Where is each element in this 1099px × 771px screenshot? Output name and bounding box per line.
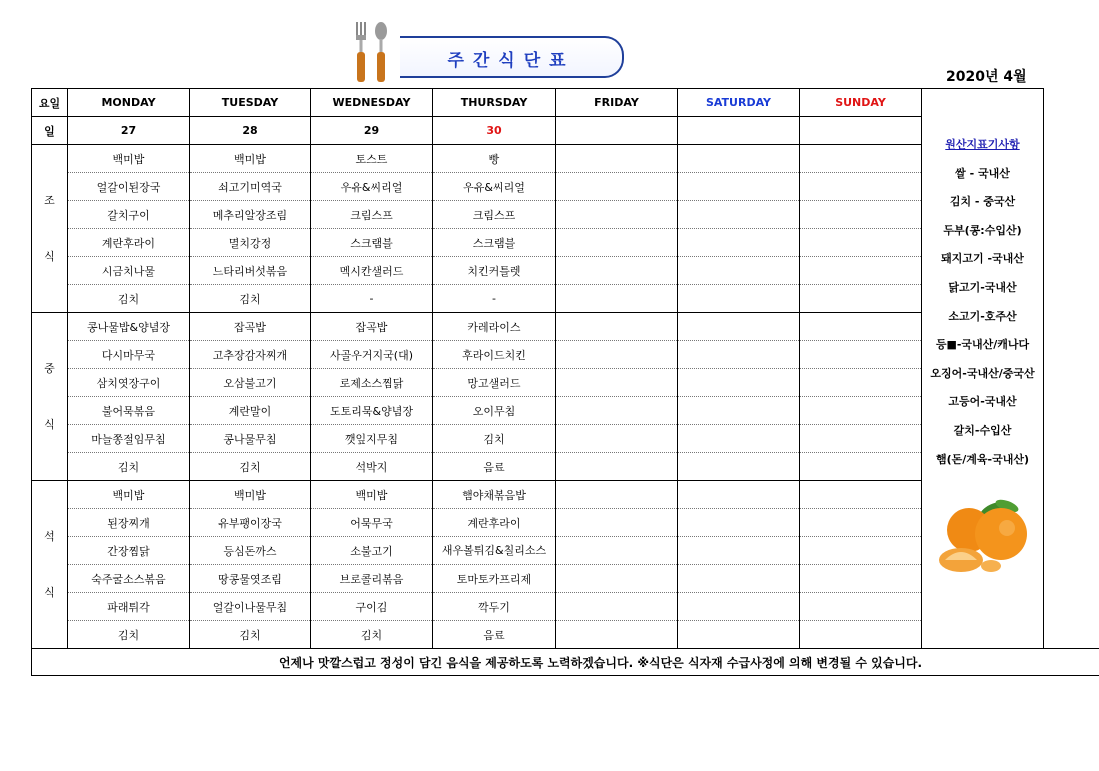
menu-cell: 백미밥 — [68, 145, 190, 173]
menu-cell: 콩나물밥&양념장 — [68, 313, 190, 341]
day-header-tuesday: TUESDAY — [190, 89, 311, 117]
menu-cell: 어묵무국 — [311, 509, 433, 537]
day-header-monday: MONDAY — [68, 89, 190, 117]
menu-cell — [678, 425, 800, 453]
menu-cell — [800, 285, 922, 313]
menu-cell: 스크램블 — [311, 229, 433, 257]
menu-cell: 음료 — [433, 621, 556, 649]
origin-item: 소고기-호주산 — [948, 309, 1017, 323]
menu-cell — [678, 509, 800, 537]
menu-cell: 구이김 — [311, 593, 433, 621]
menu-cell: 유부팽이장국 — [190, 509, 311, 537]
origin-item: 돼지고기 -국내산 — [941, 252, 1024, 266]
menu-cell: 등심돈까스 — [190, 537, 311, 565]
menu-cell: 된장찌개 — [68, 509, 190, 537]
menu-cell — [800, 565, 922, 593]
menu-cell — [556, 481, 678, 509]
menu-cell — [556, 201, 678, 229]
menu-cell: 파래튀각 — [68, 593, 190, 621]
menu-cell: 메추리알장조림 — [190, 201, 311, 229]
origin-list — [922, 89, 1043, 474]
menu-cell: 음료 — [433, 453, 556, 481]
menu-cell: 깍두기 — [433, 593, 556, 621]
menu-cell: 토스트 — [311, 145, 433, 173]
menu-cell: - — [433, 285, 556, 313]
menu-cell: 얼갈이나물무침 — [190, 593, 311, 621]
menu-cell: 스크램블 — [433, 229, 556, 257]
day-header-friday: FRIDAY — [556, 89, 678, 117]
menu-cell: 백미밥 — [190, 481, 311, 509]
menu-cell — [678, 369, 800, 397]
date-cell — [678, 117, 800, 145]
meal-label: 조 식 — [32, 145, 68, 313]
menu-cell — [678, 285, 800, 313]
menu-cell — [678, 257, 800, 285]
menu-cell: 계란후라이 — [433, 509, 556, 537]
menu-cell: 로제소스찜닭 — [311, 369, 433, 397]
menu-cell: 땅콩물엿조림 — [190, 565, 311, 593]
menu-cell — [678, 229, 800, 257]
menu-cell — [678, 453, 800, 481]
menu-cell — [800, 313, 922, 341]
menu-cell — [678, 145, 800, 173]
menu-cell: 김치 — [68, 621, 190, 649]
menu-cell: - — [311, 285, 433, 313]
origin-item: 등■-국내산/캐나다 — [935, 338, 1030, 352]
menu-cell: 도토리묵&양념장 — [311, 397, 433, 425]
menu-cell: 백미밥 — [68, 481, 190, 509]
menu-cell: 얼갈이된장국 — [68, 173, 190, 201]
menu-cell — [678, 201, 800, 229]
menu-cell: 김치 — [190, 285, 311, 313]
origin-panel — [922, 89, 1044, 649]
menu-cell — [556, 397, 678, 425]
menu-cell — [800, 173, 922, 201]
menu-cell: 크림스프 — [433, 201, 556, 229]
tangerine-icon — [933, 488, 1033, 578]
menu-cell — [800, 369, 922, 397]
menu-table — [31, 88, 1099, 676]
menu-cell: 망고샐러드 — [433, 369, 556, 397]
menu-cell — [678, 621, 800, 649]
menu-cell — [800, 453, 922, 481]
menu-cell — [800, 341, 922, 369]
menu-cell: 햄야채볶음밥 — [433, 481, 556, 509]
menu-cell: 김치 — [311, 621, 433, 649]
menu-cell: 잡곡밥 — [311, 313, 433, 341]
menu-cell: 깻잎지무침 — [311, 425, 433, 453]
menu-cell — [678, 537, 800, 565]
page-title: 주간식단표 — [447, 51, 575, 71]
origin-item: 닭고기-국내산 — [948, 280, 1017, 294]
menu-cell — [556, 565, 678, 593]
menu-cell: 우유&씨리얼 — [311, 173, 433, 201]
menu-cell: 잡곡밥 — [190, 313, 311, 341]
date-cell — [556, 117, 678, 145]
menu-cell — [800, 593, 922, 621]
menu-cell — [800, 509, 922, 537]
menu-cell: 숙주굴소스볶음 — [68, 565, 190, 593]
menu-cell — [556, 229, 678, 257]
menu-cell: 간장찜닭 — [68, 537, 190, 565]
date-cell: 28 — [190, 117, 311, 145]
menu-cell — [556, 509, 678, 537]
origin-item: 갈치-수입산 — [953, 423, 1012, 437]
menu-cell: 김치 — [68, 453, 190, 481]
menu-cell: 갈치구이 — [68, 201, 190, 229]
menu-cell: 우유&씨리얼 — [433, 173, 556, 201]
menu-cell — [556, 173, 678, 201]
menu-cell — [556, 257, 678, 285]
meal-label: 석 식 — [32, 481, 68, 649]
footer-note: 언제나 맛깔스럽고 정성이 담긴 음식을 제공하도록 노력하겠습니다. ※식단은 식자재 수급사정에 의해 변경될 수 있습니다. — [32, 649, 1099, 676]
menu-cell: 오이무침 — [433, 397, 556, 425]
menu-cell — [800, 145, 922, 173]
menu-cell: 오삼불고기 — [190, 369, 311, 397]
menu-cell: 석박지 — [311, 453, 433, 481]
menu-cell: 계란말이 — [190, 397, 311, 425]
menu-cell: 다시마무국 — [68, 341, 190, 369]
origin-item: 쌀 - 국내산 — [955, 166, 1010, 180]
menu-cell — [800, 481, 922, 509]
menu-cell: 김치 — [190, 621, 311, 649]
menu-cell — [556, 313, 678, 341]
menu-cell: 김치 — [433, 425, 556, 453]
menu-cell — [678, 593, 800, 621]
menu-cell: 빵 — [433, 145, 556, 173]
menu-cell — [800, 537, 922, 565]
menu-cell — [678, 313, 800, 341]
menu-cell — [556, 453, 678, 481]
menu-cell: 김치 — [190, 453, 311, 481]
fork-spoon-icon — [352, 22, 392, 84]
menu-cell — [556, 621, 678, 649]
menu-cell: 사골우거지국(대) — [311, 341, 433, 369]
day-header-thursday: THURSDAY — [433, 89, 556, 117]
date-cell: 30 — [433, 117, 556, 145]
day-header-saturday: SATURDAY — [678, 89, 800, 117]
menu-cell — [556, 369, 678, 397]
title-banner — [400, 36, 624, 78]
day-header-sunday: SUNDAY — [800, 89, 922, 117]
menu-cell: 멸치강정 — [190, 229, 311, 257]
menu-cell — [556, 341, 678, 369]
date-label: 2020년 4월 — [946, 69, 1027, 85]
menu-cell: 시금치나물 — [68, 257, 190, 285]
menu-cell — [556, 285, 678, 313]
day-header-wednesday: WEDNESDAY — [311, 89, 433, 117]
menu-cell: 계란후라이 — [68, 229, 190, 257]
menu-cell: 브로콜리볶음 — [311, 565, 433, 593]
day-header-label: 요일 — [32, 89, 68, 117]
menu-cell — [678, 341, 800, 369]
menu-cell: 멕시칸샐러드 — [311, 257, 433, 285]
menu-cell — [800, 257, 922, 285]
origin-item: 김치 - 중국산 — [949, 195, 1016, 209]
menu-cell — [556, 425, 678, 453]
menu-cell: 불어묵볶음 — [68, 397, 190, 425]
origin-item: 두부(콩:수입산) — [943, 223, 1022, 237]
menu-cell: 카레라이스 — [433, 313, 556, 341]
menu-cell: 고추장감자찌개 — [190, 341, 311, 369]
origin-item: 고등어-국내산 — [948, 395, 1017, 409]
menu-cell: 쇠고기미역국 — [190, 173, 311, 201]
origin-item: 햄(돈/계육-국내산) — [935, 452, 1030, 466]
menu-cell — [678, 565, 800, 593]
menu-cell: 삼치엿장구이 — [68, 369, 190, 397]
date-row-label: 일 — [32, 117, 68, 145]
menu-cell: 치킨커틀렛 — [433, 257, 556, 285]
menu-cell: 마늘쫑절임무침 — [68, 425, 190, 453]
menu-cell — [800, 229, 922, 257]
date-cell — [800, 117, 922, 145]
menu-cell: 새우볼튀김&칠리소스 — [433, 537, 556, 565]
menu-cell: 크림스프 — [311, 201, 433, 229]
menu-cell — [800, 397, 922, 425]
menu-cell: 토마토카프리제 — [433, 565, 556, 593]
menu-cell — [556, 145, 678, 173]
menu-cell — [678, 481, 800, 509]
menu-cell: 콩나물무침 — [190, 425, 311, 453]
menu-cell: 김치 — [68, 285, 190, 313]
meal-label: 중 식 — [32, 313, 68, 481]
origin-item: 오징어-국내산/중국산 — [930, 366, 1035, 380]
menu-cell: 느타리버섯볶음 — [190, 257, 311, 285]
menu-cell — [800, 621, 922, 649]
menu-cell — [678, 397, 800, 425]
menu-cell — [800, 201, 922, 229]
date-cell: 27 — [68, 117, 190, 145]
date-cell: 29 — [311, 117, 433, 145]
menu-cell — [800, 425, 922, 453]
menu-cell: 백미밥 — [311, 481, 433, 509]
menu-cell — [678, 173, 800, 201]
menu-cell: 후라이드치킨 — [433, 341, 556, 369]
menu-cell: 소불고기 — [311, 537, 433, 565]
origin-title: 원산지표기사항 — [945, 138, 1020, 151]
menu-cell: 백미밥 — [190, 145, 311, 173]
menu-cell — [556, 593, 678, 621]
menu-cell — [556, 537, 678, 565]
